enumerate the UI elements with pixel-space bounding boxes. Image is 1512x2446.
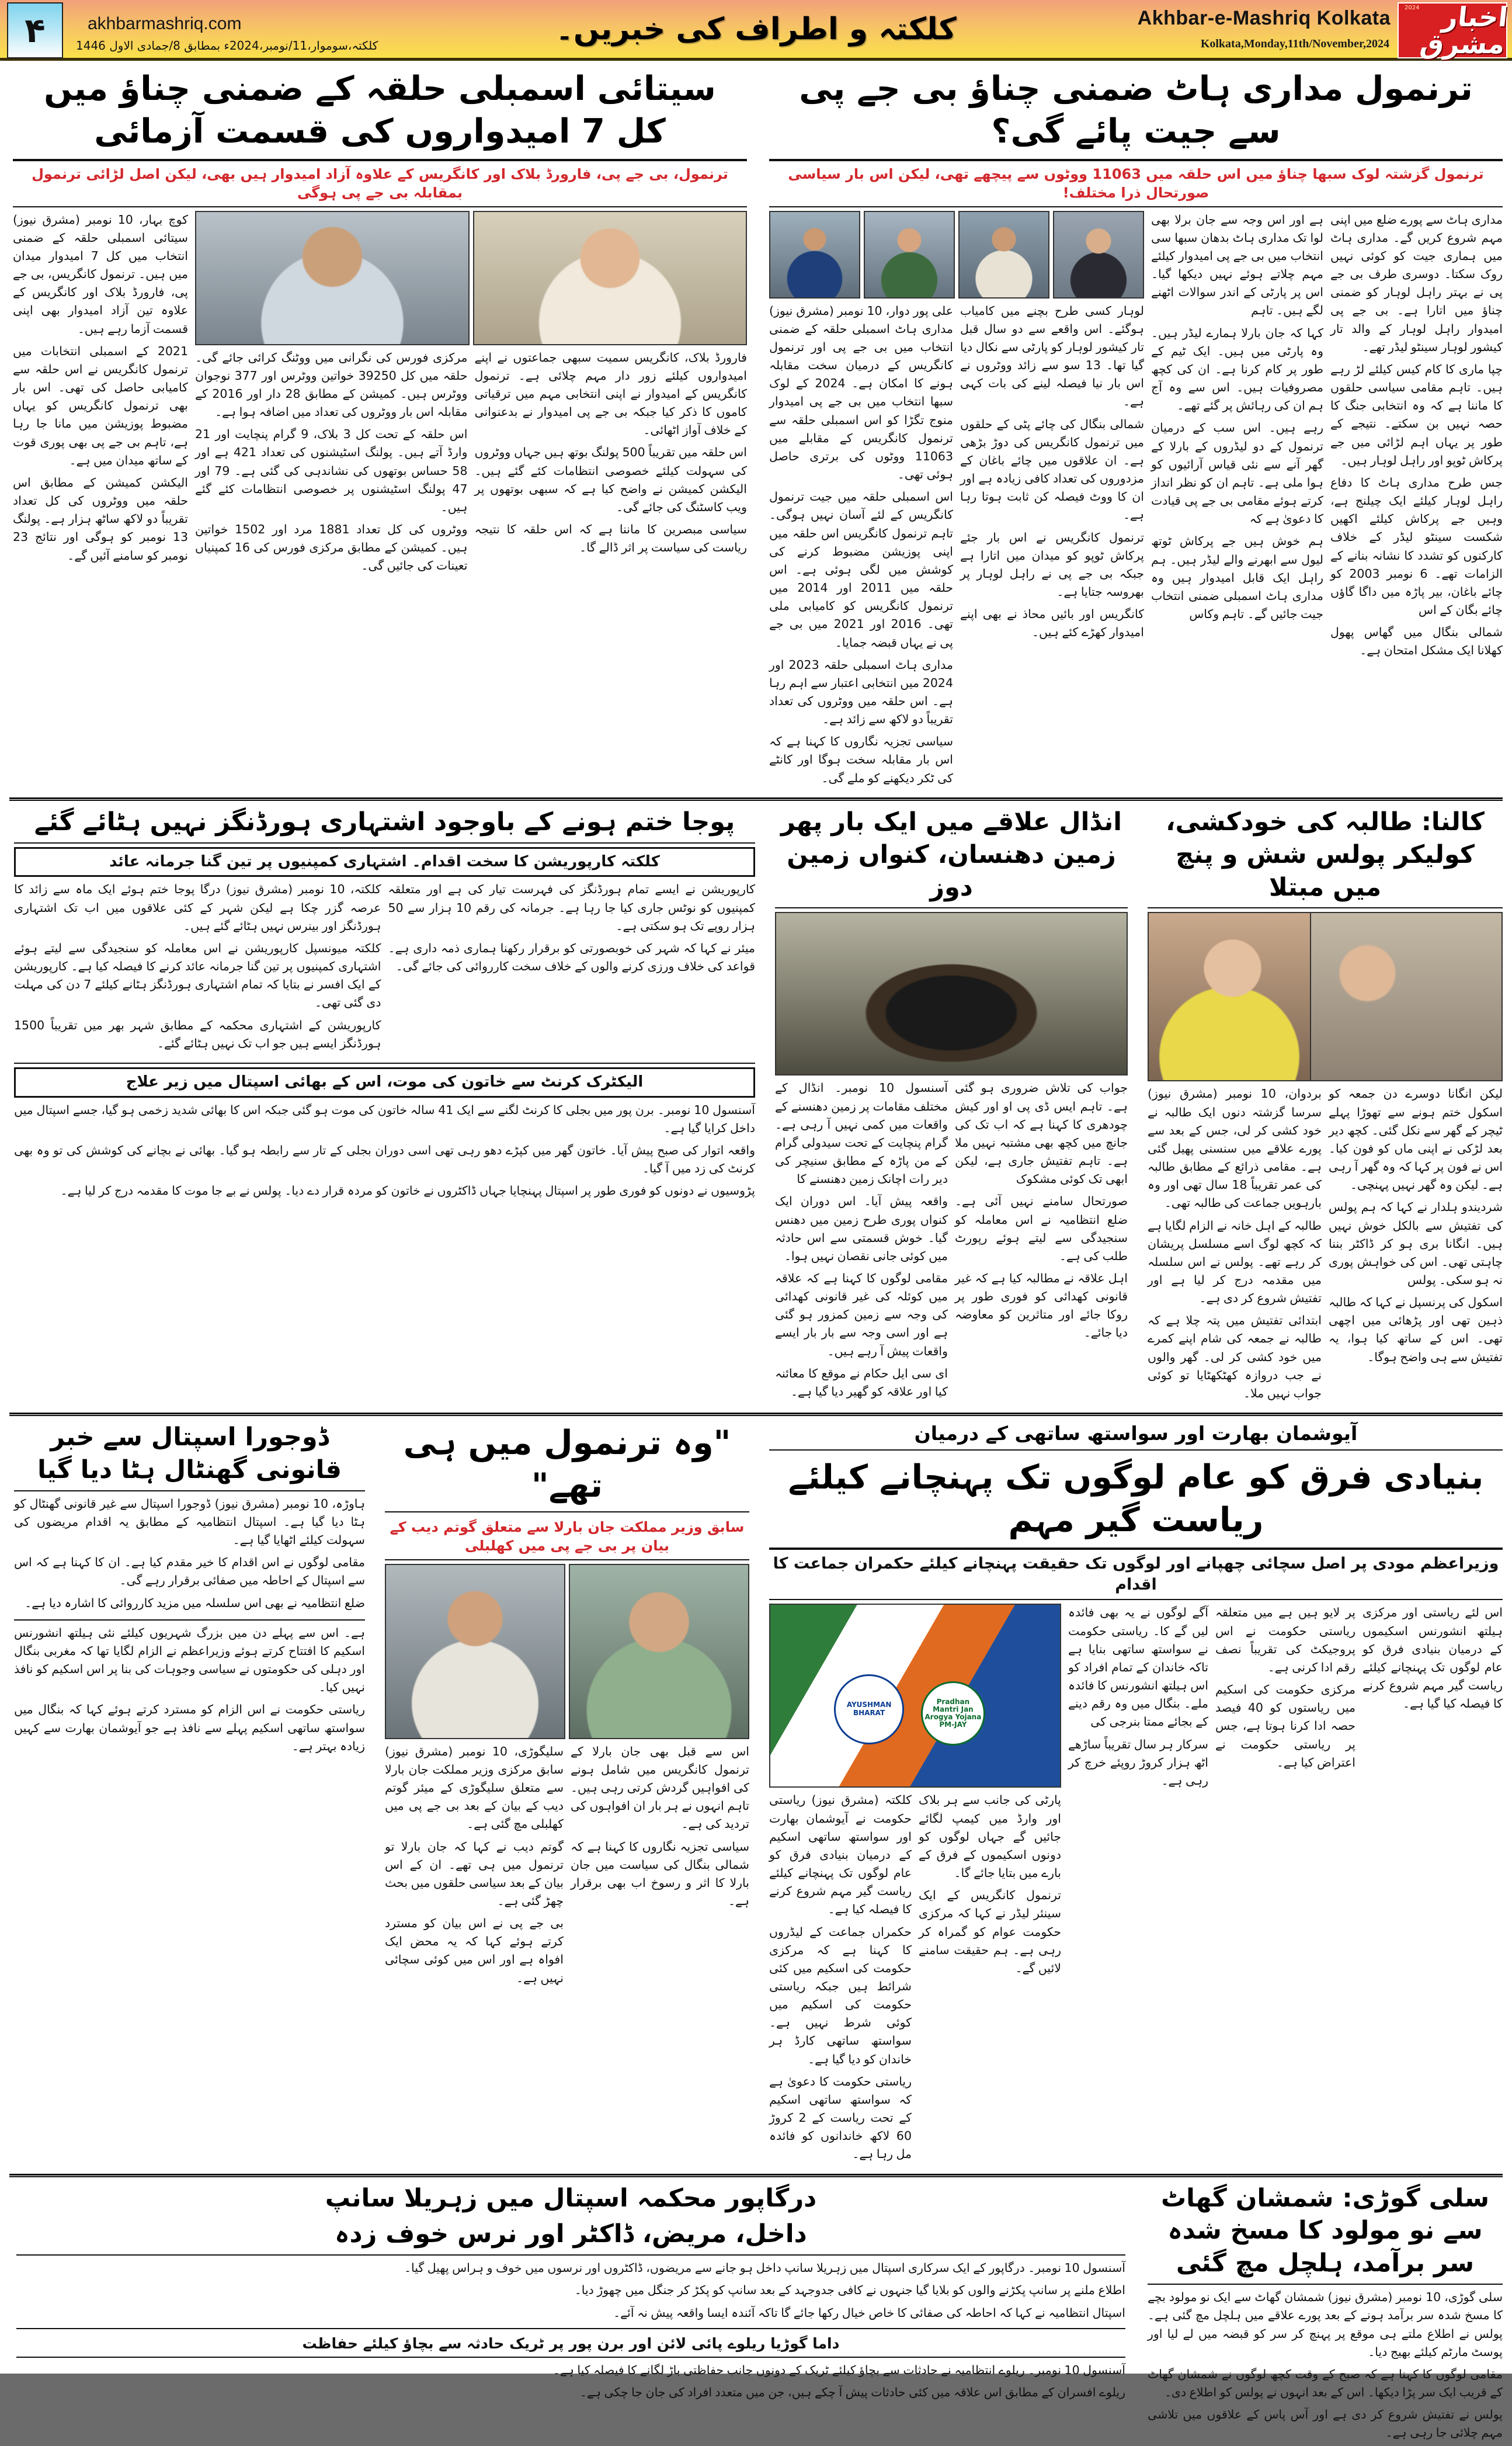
- col-text: اس لئے ریاستی اور مرکزی ہیلتھ انشورنس اسکیموں کے درمیان بنیادی فرق کو عام لوگوں تک پہنچانے کیلئے ریاست گیر مہم شروع کرنے کا فیصلہ کیا گیا ہے۔: [1362, 1605, 1503, 1711]
- ayushman-headline-main[interactable]: بنیادی فرق کو عام لوگوں تک پہنچانے کیلئے ریاست گیر مہم: [788, 1458, 1484, 1539]
- col-text: ہے اور اس وجہ سے جان برلا بھی لوا تک مداری ہاٹ بدھان سبھا سی انتخاب میں بی جے پی امیدوار کیلئے مہم چلاتے ہوئے نہیں دیکھا گیا۔ اس پر پارٹی کے اندر سوالات اٹھنے لگے ہیں۔ تاہم کہا کہ جان بارلا ہمارے لیڈر ہیں۔ وہ پارٹی میں ہیں۔ ایک ٹیم کے طور پر کام کرنا ہے۔ ان کی کچھ مصروفیات ہیں۔ اس سے وہ آج ہم ان کی رہائش پر گئے تھے۔ رہے ہیں۔ اس سب کے درمیان ترنمول کے دو لیڈروں کے بارلا کے گھر آنے سے نئی قیاس آرائیوں کو ہوا ملی ہے۔ تاہم ان کو نظر انداز کرتے ہوئے مقامی بی جے پی قیادت کا دعویٰ ہے کہ ہم خوش ہیں جے پرکاش ٹوتھ لیول سے ابھرنے والے لیڈر ہیں۔ ہم راہل ایک قابل امیدوار ہیں وہ مداری ہاٹ اسمبلی ضمنی انتخاب جیت جائیں گے۔ تاہم وکاس: [1151, 212, 1323, 621]
- andal-col1: [775, 1079, 948, 1405]
- col-text: آگے لوگوں نے یہ بھی فائدہ لیں گے کا۔ ریاستی حکومت نے سواستھ ساتھی بنایا ہے تاکہ خاندان کے تمام افراد کو اس ہیلتھ انشورنس کا فائدہ ملے۔ بنگال میں وہ رقم دینے کے بجائے ممتا بنرجی کی سرکار ہر سال تقریباً ساڑھے اٹھ ہزار کروڑ روپئے خرچ کر رہی ہے۔: [1068, 1605, 1208, 1788]
- col-text: کارپوریشن نے ایسے تمام ہورڈنگز کی فہرست تیار کی ہے اور متعلقہ کمپنیوں کو نوٹس جاری کیا جا رہا ہے۔ جرمانہ کی رقم 10 ہزار سے 50 ہزار روپے تک ہو سکتی ہے۔ میئر نے کہا کہ شہر کی خوبصورتی کو برقرار رکھنا ہماری ذمہ داری ہے۔ قواعد کی خلاف ورزی کرنے والوں کے خلاف سخت کارروائی کی جائے گی۔: [388, 882, 756, 974]
- lead-story-right: [9, 65, 754, 580]
- barla-headline[interactable]: "وہ ترنمول میں ہی تھے": [403, 1424, 731, 1505]
- ayushman-col1: [769, 1791, 912, 2167]
- urdu-dateline: کلکتہ،سوموار،11/نومبر،2024ء بمطابق 8/جمادی الاول 1446: [76, 39, 378, 53]
- band5-continuation-text: ہے۔ اس سے پہلے دن میں بزرگ شہریوں کیلئے نئی ہیلتھ انشورنس اسکیم کا افتتاح کرتے ہوئے وزیراعظم نے الزام لگایا تھا کہ مغربی بنگال اور دہلی کی حکومتوں نے سیاسی وجوہات کی بنا پر اس اسکیم کو نافذ نہیں کیا۔ ریاستی حکومت نے اس الزام کو مسترد کرتے ہوئے کہا کہ بنگال میں سواستھ ساتھی اسکیم پہلے سے نافذ ہے جو آیوشمان بھارت سے کہیں زیادہ بہتر ہے۔: [14, 1625, 365, 1753]
- col-text: کلکتہ، 10 نومبر (مشرق نیوز) درگا پوجا ختم ہوئے ایک ماہ سے زائد کا عرصہ گزر چکا ہے لیکن شہر کے کئی علاقوں میں اب تک اشتہاری ہورڈنگز اور بینرس نہیں ہٹائے گئے ہیں۔ کلکتہ میونسپل کارپوریشن نے اس معاملہ کو سنجیدگی سے لیتے ہوئے اشتہاری کمپنیوں پر تین گنا جرمانہ عائد کرنے کا فیصلہ کیا ہے۔ کارپوریشن کے ایک افسر نے بتایا کہ تمام اشتہاری ہورڈنگز ہٹانے کیلئے 7 دن کی مہلت دی گئی تھی۔ کارپوریشن کے اشتہاری محکمہ کے مطابق شہر بھر میں تقریباً 1500 ہورڈنگز ایسے ہیں جو اب تک نہیں ہٹائے گئے۔: [14, 882, 381, 1050]
- lead-story-left: [762, 65, 1503, 792]
- kalna-headline[interactable]: کالنا: طالبہ کی خودکشی، کولیکر پولس شش و پنچ میں مبتلا: [1166, 807, 1485, 902]
- col-text: پارٹی کی جانب سے ہر بلاک اور وارڈ میں کیمپ لگائے جائیں گے جہاں لوگوں کو دونوں اسکیموں کے فرق کے بارے میں بتایا جائے گا۔ ترنمول کانگریس کے ایک سینئر لیڈر نے کہا کہ مرکزی حکومت عوام کو گمراہ کر رہی ہے۔ ہم حقیقت سامنے لائیں گے۔: [919, 1793, 1061, 1975]
- barla-photo-1: [569, 1564, 749, 1739]
- ayushman-rally-photo: [769, 1604, 1061, 1788]
- band-lead: [9, 65, 1503, 792]
- col-text: بردوان، 10 نومبر (مشرق نیوز) سرسا گزشتہ دنوں ایک طالبہ نے خود کشی کر لی، جس کے بعد سے پورے علاقے میں سنسنی پھیل گئی ہے۔ مقامی ذرائع کے مطابق طالبہ کی عمر تقریباً 18 سال تھی اور وہ بارہویں جماعت کی طالبہ تھی۔ طالبہ کے اہل خانہ نے الزام لگایا ہے کہ کچھ لوگ اسے مسلسل پریشان کر رہے تھے۔ پولس نے اس سلسلہ میں مقدمہ درج کر لیا ہے اور تفتیش شروع کر دی ہے۔ ابتدائی تفتیش میں پتہ چلا ہے کہ طالبہ نے جمعہ کی شام اپنے کمرے میں خود کشی کر لی۔ گھر والوں نے جب دروازہ کھٹکھٹایا تو کوئی جواب نہیں ملا۔: [1148, 1087, 1322, 1400]
- lead-right-photo-col: [195, 211, 747, 580]
- candidate-photo-1: [1053, 211, 1144, 299]
- andal-crater-photo: [775, 912, 1128, 1075]
- lead-left-col3: [1151, 211, 1323, 627]
- section-title: کلکتہ و اطراف کی خبریں۔: [555, 11, 957, 47]
- lead-left-col2: [960, 302, 1144, 646]
- lead-right-headline[interactable]: سیتائی اسمبلی حلقہ کے ضمنی چناؤ میں کل 7 امیدواروں کی قسمت آزمائی: [44, 70, 716, 151]
- col-text: کلکتہ (مشرق نیوز) ریاستی حکومت نے آیوشمان بھارت اور سواستھ ساتھی اسکیم کے درمیان بنیادی فرق کو عام لوگوں تک پہنچانے کیلئے ریاست گیر مہم شروع کرنے کا فیصلہ کیا ہے۔ حکمراں جماعت کے لیڈروں کا کہنا ہے کہ مرکزی حکومت کی اسکیم میں کئی شرائط ہیں جبکہ ریاستی حکومت کی اسکیم میں کوئی شرط نہیں ہے۔ سواستھ ساتھی کارڈ ہر خاندان کو دیا گیا ہے۔ ریاستی حکومت کا دعویٰ ہے کہ سواستھ ساتھی اسکیم کے تحت ریاست کے 2 کروڑ 60 لاکھ خاندانوں کو فائدہ مل رہا ہے۔: [769, 1793, 912, 2161]
- paper-name-latin: Akhbar-e-Mashriq Kolkata: [1137, 7, 1391, 29]
- ayushman-bharat-logo-icon: AYUSHMAN BHARAT: [834, 1674, 904, 1744]
- siliguri-text: سلی گوڑی، 10 نومبر (مشرق نیوز) شمشان گھاٹ سے ایک نو مولود بچے کا مسخ شدہ سر برآمد ہونے کے بعد پورے علاقے میں ہلچل مچ گئی ہے۔ پولس نے اطلاع ملتے ہی موقع پر پہنچ کر سر کو قبضہ میں لے لیا اور پوسٹ مارٹم کیلئے بھیج دیا۔ مقامی لوگوں کا کہنا ہے کہ صبح کے وقت کچھ لوگوں نے شمشان گھاٹ کے قریب ایک سر پڑا دیکھا۔ اس کے بعد انہوں نے پولس کو اطلاع دی۔ پولس نے تفتیش شروع کر دی ہے اور آس پاس کے علاقوں میں تلاشی مہم چلائی جا رہی ہے۔: [1148, 2290, 1503, 2440]
- kalna-col2: [1329, 1085, 1503, 1370]
- pmjay-logo-icon: Pradhan Mantri Jan Arogya Yojana PM-JAY: [921, 1681, 985, 1746]
- electric-shock-boxed-headline[interactable]: الیکٹرک کرنٹ سے خاتون کی موت، اس کے بھائی اسپتال میں زیر علاج: [14, 1067, 755, 1098]
- candidate-photo-2: [958, 211, 1049, 299]
- story-barla: [380, 1420, 754, 1992]
- candidate-photo-3: [864, 211, 955, 299]
- hospital-notice-headline[interactable]: ڈوجورا اسپتال سے خبر قانونی گھنٹال ہٹا دیا گیا: [37, 1423, 342, 1484]
- snake-text: آسنسول 10 نومبر۔ درگاپور کے ایک سرکاری اسپتال میں زہریلا سانپ داخل ہو جانے سے مریضوں، ڈاکٹروں اور نرسوں میں خوف و ہراس پھیل گیا۔ اطلاع ملنے پر سانپ پکڑنے والوں کو بلایا گیا جنہوں نے کافی جدوجہد کے بعد سانپ کو پکڑ کر جنگل میں چھوڑ دیا۔ اسپتال انتظامیہ نے کہا کہ احاطہ کی صفائی کا خاص خیال رکھا جائے گا تاکہ آئندہ ایسا واقعہ پیش نہ آئے۔: [404, 2261, 1125, 2320]
- andal-headline[interactable]: انڈال علاقے میں ایک بار پھر زمین دھنسان، کنواں زمین دوز: [780, 807, 1122, 902]
- snake-headline-line1[interactable]: درگاپور محکمہ اسپتال میں زہریلا سانپ: [325, 2183, 817, 2213]
- col-text: آسنسول 10 نومبر۔ انڈال کے مختلف مقامات پر زمین دھنسنے کے واقعات میں کمی نہیں آ رہی ہے۔ گرام پنچایت کے تحت سیدولی گرام کے من پاڑہ کے مطابق سنیچر کی دیر رات اچانک زمین دھنسنے کا واقعہ پیش آیا۔ اس دوران ایک کنواں پوری طرح زمین میں دھنس گیا۔ خوش قسمتی سے اس حادثہ میں کوئی جانی نقصان نہیں ہوا۔ مقامی لوگوں کا کہنا ہے کہ علاقہ میں کوئلہ کی غیر قانونی کھدائی کی وجہ سے زمین کمزور ہو گئی ہے اور اسی وجہ سے بار بار ایسے واقعات پیش آ رہے ہیں۔ ای سی ایل حکام نے موقع کا معائنہ کیا اور علاقہ کو گھیر دیا گیا ہے۔: [775, 1081, 948, 1399]
- candidate-photo-woman: [473, 211, 748, 345]
- lead-right-col1: [13, 211, 188, 569]
- page-number-badge: [7, 2, 63, 58]
- col-text: سلیگوڑی، 10 نومبر (مشرق نیوز) سابق مرکزی وزیر مملکت جان بارلا سے متعلق سلیگوڑی کے میئر گوتم دیب کے بیان کے بعد بی جے پی میں کھلبلی مچ گئی ہے۔ گوتم دیب نے کہا کہ جان بارلا تو ترنمول میں ہی تھے۔ ان کے اس بیان کے بعد سیاسی حلقوں میں بحث چھڑ گئی ہے۔ بی جے پی نے اس بیان کو مسترد کرتے ہوئے کہا کہ یہ محض ایک افواہ ہے اور اس میں کوئی سچائی نہیں ہے۔: [385, 1744, 564, 1985]
- ayushman-headline-top: آیوشمان بھارت اور سواستھ ساتھی کے درمیان: [914, 1422, 1358, 1445]
- hoardings-boxed-kicker: کلکتہ کارپوریشن کا سخت اقدام۔ اشتہاری کمپنیوں پر تین گنا جرمانہ عائد: [14, 847, 755, 877]
- col-text: کوچ بہار، 10 نومبر (مشرق نیوز) سیتائی اسمبلی حلقہ کے ضمنی انتخاب میں کل 7 امیدوار میدان میں ہیں۔ ترنمول کانگریس، بی جے پی، فارورڈ بلاک اور کانگریس کے علاوہ تین آزاد امیدوار بھی اپنی قسمت آزما رہے ہیں۔ 2021 کے اسمبلی انتخابات میں ترنمول کانگریس نے اس حلقہ سے کامیابی حاصل کی تھی۔ اس بار بھی ترنمول کانگریس کو یہاں مضبوط پوزیشن میں مانا جا رہا ہے، تاہم بی جے پی بھی پوری قوت کے ساتھ میدان میں ہے۔ الیکشن کمیشن کے مطابق اس حلقہ میں ووٹروں کی کل تعداد تقریباً دو لاکھ ساٹھ ہزار ہے۔ پولنگ 13 نومبر کو ہوگی اور نتائج 23 نومبر کو سامنے آئیں گے۔: [13, 212, 188, 563]
- candidate-photo-strip: [769, 211, 1144, 299]
- lead-left-col4: [1330, 211, 1503, 664]
- ayushman-col4: [1215, 1604, 1355, 1775]
- candidate-photo-man: [195, 211, 470, 345]
- col-text: فارورڈ بلاک، کانگریس سمیت سبھی جماعتوں نے اپنے امیدواروں کیلئے زور دار مہم چلائی ہے۔ ترنمول کانگریس کے امیدوار نے اپنی انتخابی مہم میں ترقیاتی کاموں کا ذکر کیا جبکہ بی جے پی امیدوار نے بدعنوانی کے خلاف آواز اٹھائی۔ اس حلقہ میں تقریباً 500 پولنگ بوتھ ہیں جہاں ووٹروں کی سہولت کیلئے خصوصی انتظامات کئے گئے ہیں۔ الیکشن کمیشن نے واضح کیا ہے کہ سبھی بوتھوں پر ویب کاسٹنگ کی جائے گی۔ سیاسی مبصرین کا ماننا ہے کہ اس حلقہ کا نتیجہ ریاست کی سیاست پر اثر ڈالے گا۔: [474, 350, 747, 555]
- railway-safety-headline[interactable]: داما گوڑیا ریلوے پائی لائن اور برن پور پر ٹریک حادثہ سے بچاؤ کیلئے حفاظت: [302, 2334, 840, 2352]
- website-url[interactable]: akhbarmashriq.com: [88, 14, 242, 33]
- ayushman-photo-col: [769, 1604, 1061, 2167]
- story-hospital-notice: [9, 1420, 372, 1760]
- newspaper-logo: [1398, 1, 1510, 60]
- col-text: مداری ہاٹ سے پورے ضلع میں اپنی مہم شروع کریں گے۔ مداری ہاٹ میں ہماری جیت کو کوئی نہیں روک سکتا۔ دوسری طرف بی جے پی نے بہتر راہل لوہار کو ضمنی چناؤ میں اتارا ہے۔ بی جے پی امیدوار راہل لوہار کے والد تار کیشور لوہار سینٹو لیڈر تھے۔ چپا ماری کا کام کیس کیلئے لڑ رہے ہیں۔ تاہم مقامی سیاسی حلقوں کا ماننا ہے کہ وہ انتخابی جنگ کا حصہ نہیں بن سکتے۔ نتیجے کے طور پر یہاں اہم لڑائی میں جے پرکاش ٹوپو اور راہل لوہار ہیں۔ جس طرح مداری ہاٹ کا دفاع راہل لوہار کیلئے ایک چیلنج ہے، وہیں جے پرکاش کیلئے اکھیں شکست سینٹو لیڈر کے خلاف کارکنوں کو تشدد کا نشانہ بنانے کے الزامات تھے۔ 6 نومبر 2003 کو چائے باغان، بیر پاڑہ میں داگا گاؤں چائے بگان کے اس شمالی بنگال میں گھاس پھول کھلانا ایک مشکل امتحان ہے۔: [1330, 212, 1503, 658]
- lead-left-headline[interactable]: ترنمول مداری ہاٹ ضمنی چناؤ بی جے پی سے جیت پائے گی؟: [799, 70, 1473, 151]
- band-two: [9, 804, 1503, 1407]
- hoardings-col1: [14, 880, 381, 1056]
- col-text: جواب کی تلاش ضروری ہو گئی ہے۔ تاہم ایس ڈی پی او اور کیش چودھری کا کہنا ہے کہ اب تک کی جانچ میں کچھ بھی مشتبہ نہیں ملا ہے۔ تاہم تفتیش جاری ہے، لیکن ابھی تک کوئی مشکوک صورتحال سامنے نہیں آئی ہے۔ ضلع انتظامیہ نے اس معاملہ کو سنجیدگی سے لیتے ہوئے رپورٹ طلب کی ہے۔ اہل علاقہ نے مطالبہ کیا ہے کہ غیر قانونی کھدائی کو فوری طور پر روکا جائے اور متاثرین کو معاوضہ دیا جائے۔: [955, 1081, 1128, 1340]
- story-snake-hospital: [9, 2181, 1132, 2406]
- candidate-photo-4: [769, 211, 860, 299]
- lead-left-col1: [769, 302, 953, 792]
- ayushman-subhead: وزیراعظم مودی پر اصل سچائی چھپانے اور لوگوں تک حقیقت پہنچانے کیلئے حکمران جماعت کا اقدام: [773, 1554, 1499, 1594]
- barla-photo-pair: [385, 1564, 749, 1739]
- snake-headline-line2[interactable]: داخل، مریض، ڈاکٹر اور نرس خوف زدہ: [335, 2219, 807, 2249]
- lead-left-photo-col: [769, 211, 1144, 792]
- page-body: [6, 63, 1506, 2440]
- andal-col2: [955, 1079, 1128, 1346]
- kalna-col1: [1148, 1085, 1322, 1407]
- paper-date-latin: Kolkata,Monday,11th/November,2024: [1200, 37, 1389, 50]
- masthead: [0, 0, 1512, 61]
- barla-kicker: سابق وزیر مملکت جان بارلا سے متعلق گوتم دیب کے بیان پر بی جے پی میں کھلبلی: [390, 1518, 745, 1555]
- barla-col1: [385, 1743, 564, 1992]
- ayushman-col3: [1068, 1604, 1208, 1794]
- col-text: پر لایو ہیں ہے میں متعلقہ ریاستی حکومت نے اس پروجیکٹ کی تقریباً نصف رقم ادا کرنی ہے۔ مرکزی حکومت کی اسکیم میں ریاستوں کو 40 فیصد حصہ ادا کرنا ہوتا ہے، جس پر ریاستی حکومت نے اعتراض کیا ہے۔: [1215, 1605, 1355, 1770]
- band-four: [9, 2181, 1503, 2446]
- band-three: [9, 1420, 1503, 2167]
- col-text: مرکزی فورس کی نگرانی میں ووٹنگ کرائی جائے گی۔ حلقہ میں کل 39250 خواتین ووٹرس اور 377 نوجوان ووٹرس ہیں۔ کمیشن کے مطابق 28 دار اور 2016 کے مقابلہ اس بار ووٹروں کی تعداد میں اضافہ ہوا ہے۔ اس حلقہ کے تحت کل 3 بلاک، 9 گرام پنچایت اور 21 وارڈ آتے ہیں۔ پولنگ اسٹیشنوں کی تعداد 421 ہے اور 58 حساس بوتھوں کی نشاندہی کی گئی ہے۔ 79 اور 47 پولنگ اسٹیشنوں پر خصوصی انتظامات کئے گئے ہیں۔ ووٹروں کی کل تعداد 1881 مرد اور 1502 خواتین ہیں۔ کمیشن کے مطابق مرکزی فورس کی 16 کمپنیاں تعینات کی جائیں گی۔: [195, 350, 468, 573]
- ayushman-col5: [1362, 1604, 1503, 1717]
- story-andal: [770, 804, 1132, 1405]
- story-kalna: [1141, 804, 1503, 1407]
- story-siliguri: [1141, 2181, 1503, 2446]
- lead-left-kicker: ترنمول گزشتہ لوک سبھا چناؤ میں اس حلقہ میں 11063 ووٹوں سے پیچھے تھی، لیکن اس بار سیاسی صورتحال ذرا مختلف!: [788, 165, 1484, 202]
- col-text: لیکن انگانا دوسرے دن جمعہ کو اسکول ختم ہونے سے تھوڑا پہلے ٹیچر کے گھر سے نکل گئی۔ کچھ دیر بعد لڑکی نے اپنی ماں کو فون کیا۔ اس نے فون پر کہا کہ وہ گھر آ رہی ہے۔ لیکن وہ گھر نہیں پہنچی۔ شردیندو ہلدار نے کہا کہ ہم پولس کی تفتیش سے بالکل خوش نہیں ہیں۔ انگانا بری ہو کر ڈاکٹر بننا چاہتی تھی۔ اس کی خواہش پوری نہ ہو سکی۔ پولس اسکول کی پرنسپل نے کہا کہ طالبہ ذہین تھی اور پڑھائی میں اچھی تھی۔ اس کے ساتھ کیا ہوا، یہ تفتیش سے ہی واضح ہوگا۔: [1329, 1087, 1503, 1364]
- lead-right-col3: [475, 349, 748, 561]
- kalna-student-photo: [1149, 913, 1311, 1080]
- lead-right-kicker: ترنمول، بی جے پی، فارورڈ بلاک اور کانگریس کے علاوہ آزاد امیدوار ہیں بھی، لیکن اصل لڑائی ترنمول بمقابلہ بی جے پی ہوگی: [32, 165, 728, 202]
- candidate-photo-pair: [195, 211, 747, 345]
- electric-shock-text: آسنسول 10 نومبر۔ برن پور میں بجلی کا کرنٹ لگنے سے ایک 41 سالہ خاتون کی موت ہو گئی جبکہ اس کا بھائی شدید زخمی ہو گیا، جسے اسپتال میں داخل کرایا گیا ہے۔ واقعہ اتوار کی صبح پیش آیا۔ خاتون گھر میں کپڑے دھو رہی تھی اسی دوران بجلی کے تار سے رابطہ ہو گیا۔ بھائی نے بچانے کی کوشش کی تو وہ بھی کرنٹ کی زد میں آ گیا۔ پڑوسیوں نے دونوں کو فوری طور پر اسپتال پہنچایا جہاں ڈاکٹروں نے خاتون کو مردہ قرار دے دیا۔ پولس نے بے جا موت کا مقدمہ درج کر لیا ہے۔: [14, 1102, 755, 1198]
- col-text: علی پور دوار، 10 نومبر (مشرق نیوز) مداری ہاٹ اسمبلی حلقہ کے ضمنی انتخاب میں بی جے پی اور ترنمول کانگریس کے درمیان سخت مقابلہ ہونے کا امکان ہے۔ 2024 کے لوک سبھا انتخاب میں بی جے پی امیدوار منوج تگڑا کو اس اسمبلی حلقہ سے ترنمول کانگریس کے مقابلے میں 11063 ووٹوں کی برتری حاصل ہوئی تھی۔ اس اسمبلی حلقہ میں جیت ترنمول کانگریس کے لئے آسان نہیں ہوگی۔ تاہم ترنمول کانگریس اس حلقہ میں اپنی پوزیشن مضبوط کرنے کی کوشش میں لگی ہوئی ہے۔ اس حلقہ میں 2011 اور 2014 میں ترنمول کانگریس کو کامیابی ملی تھی۔ 2016 اور 2021 میں بی جے پی نے یہاں قبضہ جمایا۔ مداری ہاٹ اسمبلی حلقہ 2023 اور 2024 میں انتخابی اعتبار سے اہم رہا ہے۔ اس حلقہ میں ووٹروں کی تعداد تقریباً دو لاکھ سے زائد ہے۔ سیاسی تجزیہ نگاروں کا کہنا ہے کہ اس بار مقابلہ سخت ہوگا اور کانٹے کی ٹکر دیکھنے کو ملے گی۔: [769, 303, 953, 785]
- barla-col2: [571, 1743, 749, 1914]
- hoardings-col2: [388, 880, 756, 980]
- ayushman-col2: [919, 1791, 1061, 1982]
- hospital-notice-text: ہاوڑہ، 10 نومبر (مشرق نیوز) ڈوجورا اسپتال سے غیر قانونی گھنٹال کو ہٹا دیا گیا ہے۔ اسپتال انتظامیہ کے مطابق یہ اقدام مریضوں کی سہولت کیلئے اٹھایا گیا ہے۔ مقامی لوگوں نے اس اقدام کا خیر مقدم کیا ہے۔ ان کا کہنا ہے کہ اس سے اسپتال کے احاطہ میں صفائی برقرار رہے گی۔ ضلع انتظامیہ نے بھی اس سلسلہ میں مزید کارروائی کا اشارہ دیا ہے۔: [14, 1496, 366, 1610]
- page-number: ۴: [25, 11, 46, 50]
- logo-urdu-title: اخبار مشرق: [1418, 1, 1510, 60]
- kalna-family-photo: [1148, 912, 1503, 1081]
- lead-right-col2: [195, 349, 468, 580]
- hoardings-headline[interactable]: پوجا ختم ہونے کے باوجود اشتہاری ہورڈنگز نہیں ہٹائے گئے: [34, 807, 735, 837]
- siliguri-headline[interactable]: سلی گوڑی: شمشان گھاٹ سے نو مولود کا مسخ شدہ سر برآمد، ہلچل مچ گئی: [1160, 2183, 1490, 2278]
- col-text: اس سے قبل بھی جان بارلا کے ترنمول کانگریس میں شامل ہونے کی افواہیں گردش کرتی رہی ہیں۔ تاہم انہوں نے ہر بار ان افواہوں کی تردید کی ہے۔ سیاسی تجزیہ نگاروں کا کہنا ہے کہ شمالی بنگال کی سیاست میں جان بارلا کا اثر و رسوخ اب بھی برقرار ہے۔: [571, 1744, 749, 1909]
- col-text: لوہار کسی طرح بچنے میں کامیاب ہوگئے۔ اس واقعے سے دو سال قبل تار کیشور لوہار کو پارٹی سے نکال دیا گیا تھا۔ 13 سو سے زائد ووٹروں نے اس بار نیا فیصلہ لینے کی بات کہی ہے۔ شمالی بنگال کی چائے پٹی کے حلقوں میں ترنمول کانگریس کی دوڑ بڑھی ہے۔ ان علاقوں میں چائے باغان کے مزدوروں کی تعداد کافی زیادہ ہے اور ان کا ووٹ فیصلہ کن ثابت ہوتا رہا ہے۔ ترنمول کانگریس نے اس بار جئے پرکاش ٹوپو کو میدان میں اتارا ہے جبکہ بی جے پی نے راہل لوہار پر بھروسہ جتایا ہے۔ کانگریس اور بائیں محاذ نے بھی اپنے امیدوار کھڑے کئے ہیں۔: [960, 303, 1144, 640]
- railway-safety-text: آسنسول 10 نومبر۔ ریلوے انتظامیہ نے حادثات سے بچاؤ کیلئے ٹریک کے دونوں جانب حفاظتی باڑ لگانے کا فیصلہ کیا ہے۔ ریلوے افسران کے مطابق اس علاقہ میں کئی حادثات پیش آ چکے ہیں، جن میں متعدد افراد کی جان جا چکی ہے۔: [552, 2362, 1125, 2399]
- barla-photo-2: [385, 1564, 565, 1739]
- logo-year: 2024: [1405, 5, 1420, 11]
- story-hoardings: [9, 804, 762, 1205]
- story-ayushman: [762, 1420, 1503, 2167]
